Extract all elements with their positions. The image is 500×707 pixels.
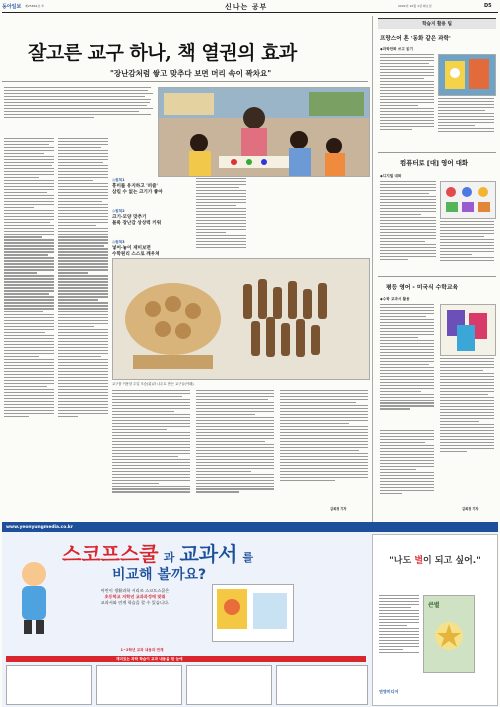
principle-2-line1: 크기·모양 맞추기 <box>112 215 147 220</box>
right-ad <box>372 534 498 706</box>
main-headline: 잘고른 교구 하나, 책 열권의 효과 <box>28 42 297 64</box>
ad-banner <box>2 522 498 707</box>
ad-thumb-3 <box>186 665 272 705</box>
body-column-1 <box>4 138 54 518</box>
right-ad-book <box>423 595 475 673</box>
body-column-5 <box>196 390 274 510</box>
right-sub-3: ◆수학 교과서 활용 <box>380 297 410 301</box>
right-text-1b <box>438 98 494 140</box>
right-ad-quote-start: "나도 <box>389 556 415 566</box>
ad-promo-line1: 어린이 생활과학 시리즈 스코프스쿨은 <box>100 588 170 593</box>
right-text-3c <box>380 430 434 510</box>
photo-caption: 교구를 이용한 수업 모습(위)과 나무로 만든 교구들(아래). <box>112 382 195 386</box>
ad-promo-line2: 초등학교 저학년 교과과정에 맞춰 <box>104 594 166 599</box>
ad-url[interactable]: www.yeonyungmedia.co.kr <box>6 525 73 530</box>
ad-bottom-strip <box>6 656 366 662</box>
ad-title-part1: 스코프스쿨 <box>62 542 159 566</box>
ad-title-part2: 교과서 <box>179 542 238 566</box>
right-sub-1: ◆과학만화 쓰고 읽기 <box>380 47 414 51</box>
principle-3-number: ◎원칙3 <box>112 240 125 244</box>
right-rule-2 <box>378 276 496 277</box>
right-ad-quote-star: 별 <box>414 556 424 566</box>
body-column-2 <box>58 138 108 518</box>
ad-headline <box>62 538 302 567</box>
ad-url-bar <box>2 524 498 532</box>
right-text-2a <box>380 181 436 271</box>
intro-paragraph <box>4 87 154 131</box>
science-book-photo <box>438 54 496 96</box>
right-column-divider <box>372 16 373 536</box>
study-tips-box <box>378 18 496 29</box>
masthead-rule <box>2 12 498 13</box>
right-ad-hotline: 연영미디어 <box>379 689 399 694</box>
body-column-4 <box>112 390 190 510</box>
ad-mascot-image <box>10 556 58 636</box>
ad-mid-caption: 1~2학년 교과 내용과 연계 <box>120 648 164 652</box>
right-text-1a <box>380 54 434 140</box>
right-rule-1 <box>378 152 496 153</box>
ad-product-box <box>212 584 294 642</box>
principle-1-number: ◎원칙1 <box>112 178 125 182</box>
right-text-2b <box>440 221 494 271</box>
principle-3 <box>112 240 192 257</box>
ad-title-suffix: 를 <box>242 551 254 564</box>
right-ad-quote-end: 이 되고 싶어." <box>423 556 481 566</box>
paper-name: 동아일보 <box>2 4 22 10</box>
math-books-photo <box>440 304 496 356</box>
right-byline: 김희경 기자 <box>462 507 479 511</box>
right-text-3a <box>380 304 434 424</box>
masthead <box>0 0 500 14</box>
page-number: D5 <box>484 3 492 9</box>
principle-2 <box>112 209 192 226</box>
body-column-3 <box>196 178 246 258</box>
ad-thumb-2 <box>96 665 182 705</box>
principles-sidebar <box>112 178 192 257</box>
issue-date: 2002년 10월 1일 화요일 <box>398 4 432 8</box>
ad-promo-line3: 교과서와 연계 학습을 할 수 있습니다. <box>100 600 170 605</box>
principle-2-number: ◎원칙2 <box>112 209 125 213</box>
main-byline: 김희경 기자 <box>330 507 347 511</box>
right-ad-quote <box>379 553 491 566</box>
right-text-3b <box>440 358 494 478</box>
classroom-photo <box>158 87 370 177</box>
study-tips-title: 학습지 활용 팁 <box>422 22 452 27</box>
ad-thumb-4 <box>276 665 368 705</box>
right-ad-text <box>379 595 419 671</box>
ad-subtitle: 비교해 볼까요? <box>112 567 207 583</box>
headline-rule <box>2 81 368 82</box>
right-heading-3: 평등 영어 - 미국식 수학교육 <box>386 285 459 291</box>
right-ad-book-label: 큰별 <box>428 602 440 609</box>
principle-1-line1: 흥미를 유지하고 '퍼즐' <box>112 184 158 189</box>
ad-bottom-caption: 재미있는 과학 학습이 교과 내용을 한 눈에 <box>116 656 183 661</box>
ad-thumb-1 <box>6 665 92 705</box>
right-heading-2: 컴퓨터로 [대] 영어 대화 <box>400 159 469 167</box>
principle-1-line2: 삼킬 수 없는 크기가 좋아 <box>112 190 163 195</box>
ad-title-and: 과 <box>163 551 175 564</box>
principle-1 <box>112 178 192 195</box>
issue-number: 제25662호 ⑤ <box>25 4 44 8</box>
main-subhead: "장난감처럼 쌓고 맞추다 보면 머리 속이 꽉차요" <box>110 69 272 78</box>
ad-promo <box>70 588 200 606</box>
body-column-6 <box>280 390 368 505</box>
ad-thumbnail-row <box>6 665 366 703</box>
right-heading-1: 프랑스어 혼 '동화 같은 과학' <box>380 36 451 42</box>
principle-2-line2: 블록 장난감 상상력 키워 <box>112 221 162 226</box>
right-sub-2: ◆디지털 대화 <box>380 174 402 178</box>
wooden-toys-photo <box>112 258 370 380</box>
toy-items-photo <box>440 181 496 219</box>
principle-3-line2: 수학원리 스스로 깨우쳐 <box>112 252 160 257</box>
principle-3-line1: 넣어·놓이 재미보면 <box>112 246 151 251</box>
section-title: 신나는 공부 <box>225 3 268 11</box>
